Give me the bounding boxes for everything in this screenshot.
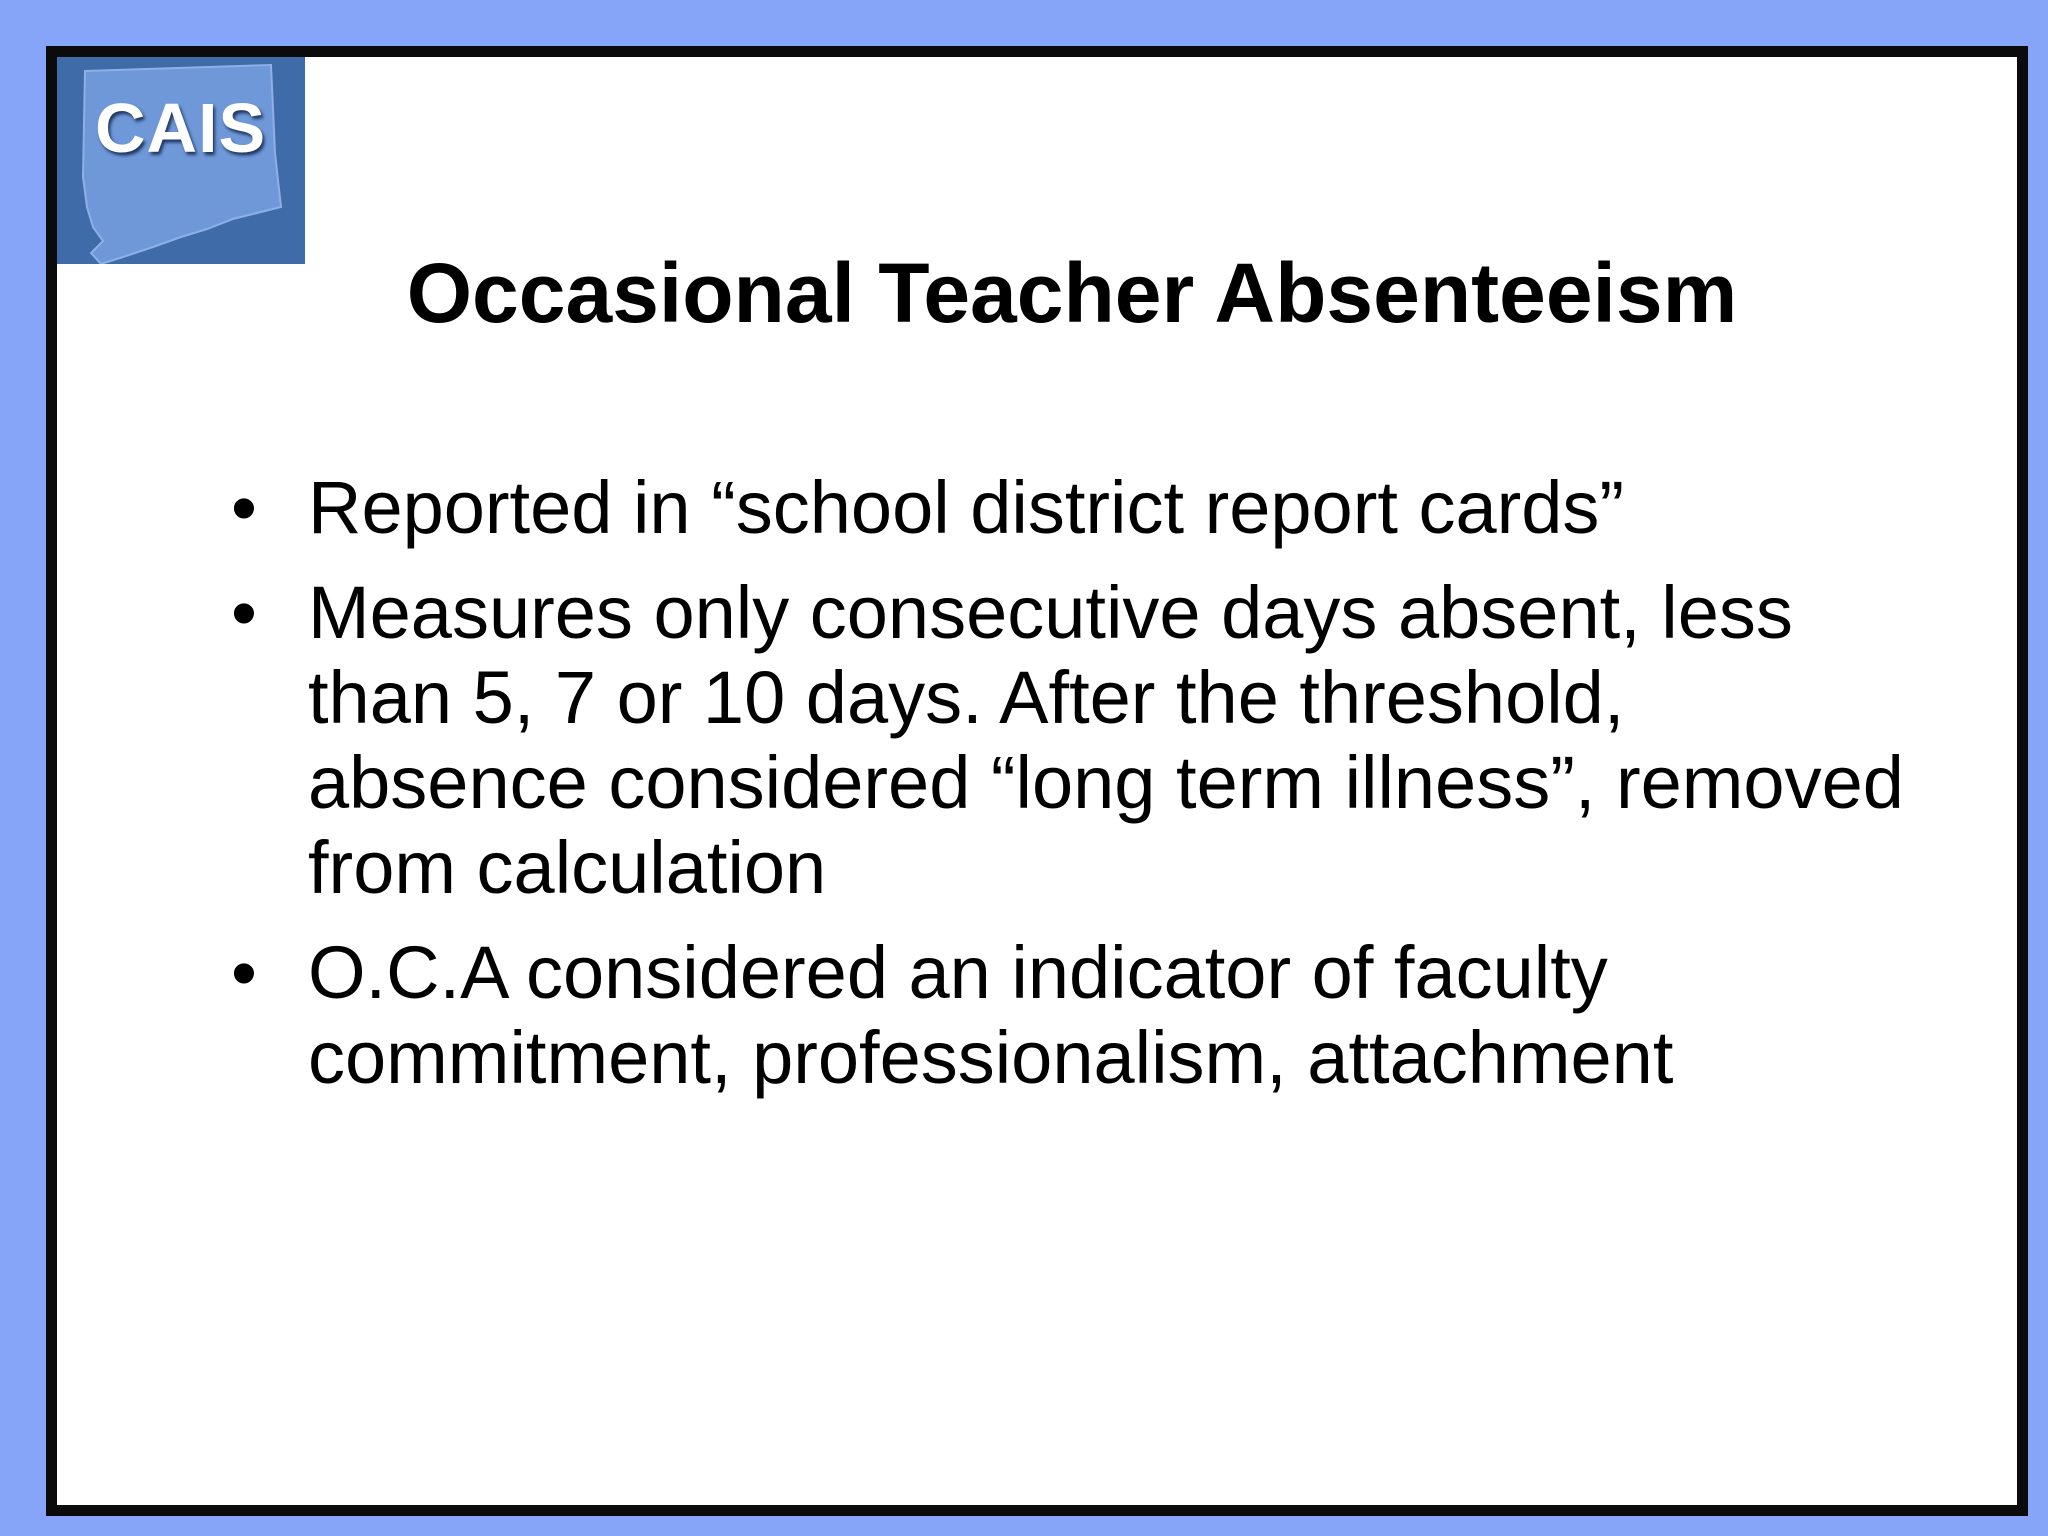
bullet-dot: • (231, 931, 257, 1014)
bullet-text: O.C.A considered an indicator of faculty commitment, professionalism, attachment (308, 931, 1674, 1099)
bullet-item (181, 465, 1921, 550)
bullet-text: Reported in “school district report cards” (308, 466, 1625, 549)
slide-title: Occasional Teacher Absenteeism (406, 246, 1738, 340)
logo-text: CAIS (95, 89, 267, 167)
cais-logo (57, 57, 305, 264)
bullet-dot: • (231, 571, 257, 654)
bullet-item (181, 570, 1921, 910)
bullet-text: Measures only consecutive days absent, less than 5, 7 or 10 days. After the threshold, absence considered “long term illness”, removed from calculation (308, 571, 1904, 909)
bullet-item (181, 930, 1921, 1100)
bullet-dot: • (231, 466, 257, 549)
bullet-list (181, 465, 1921, 1120)
slide (46, 46, 2028, 1516)
